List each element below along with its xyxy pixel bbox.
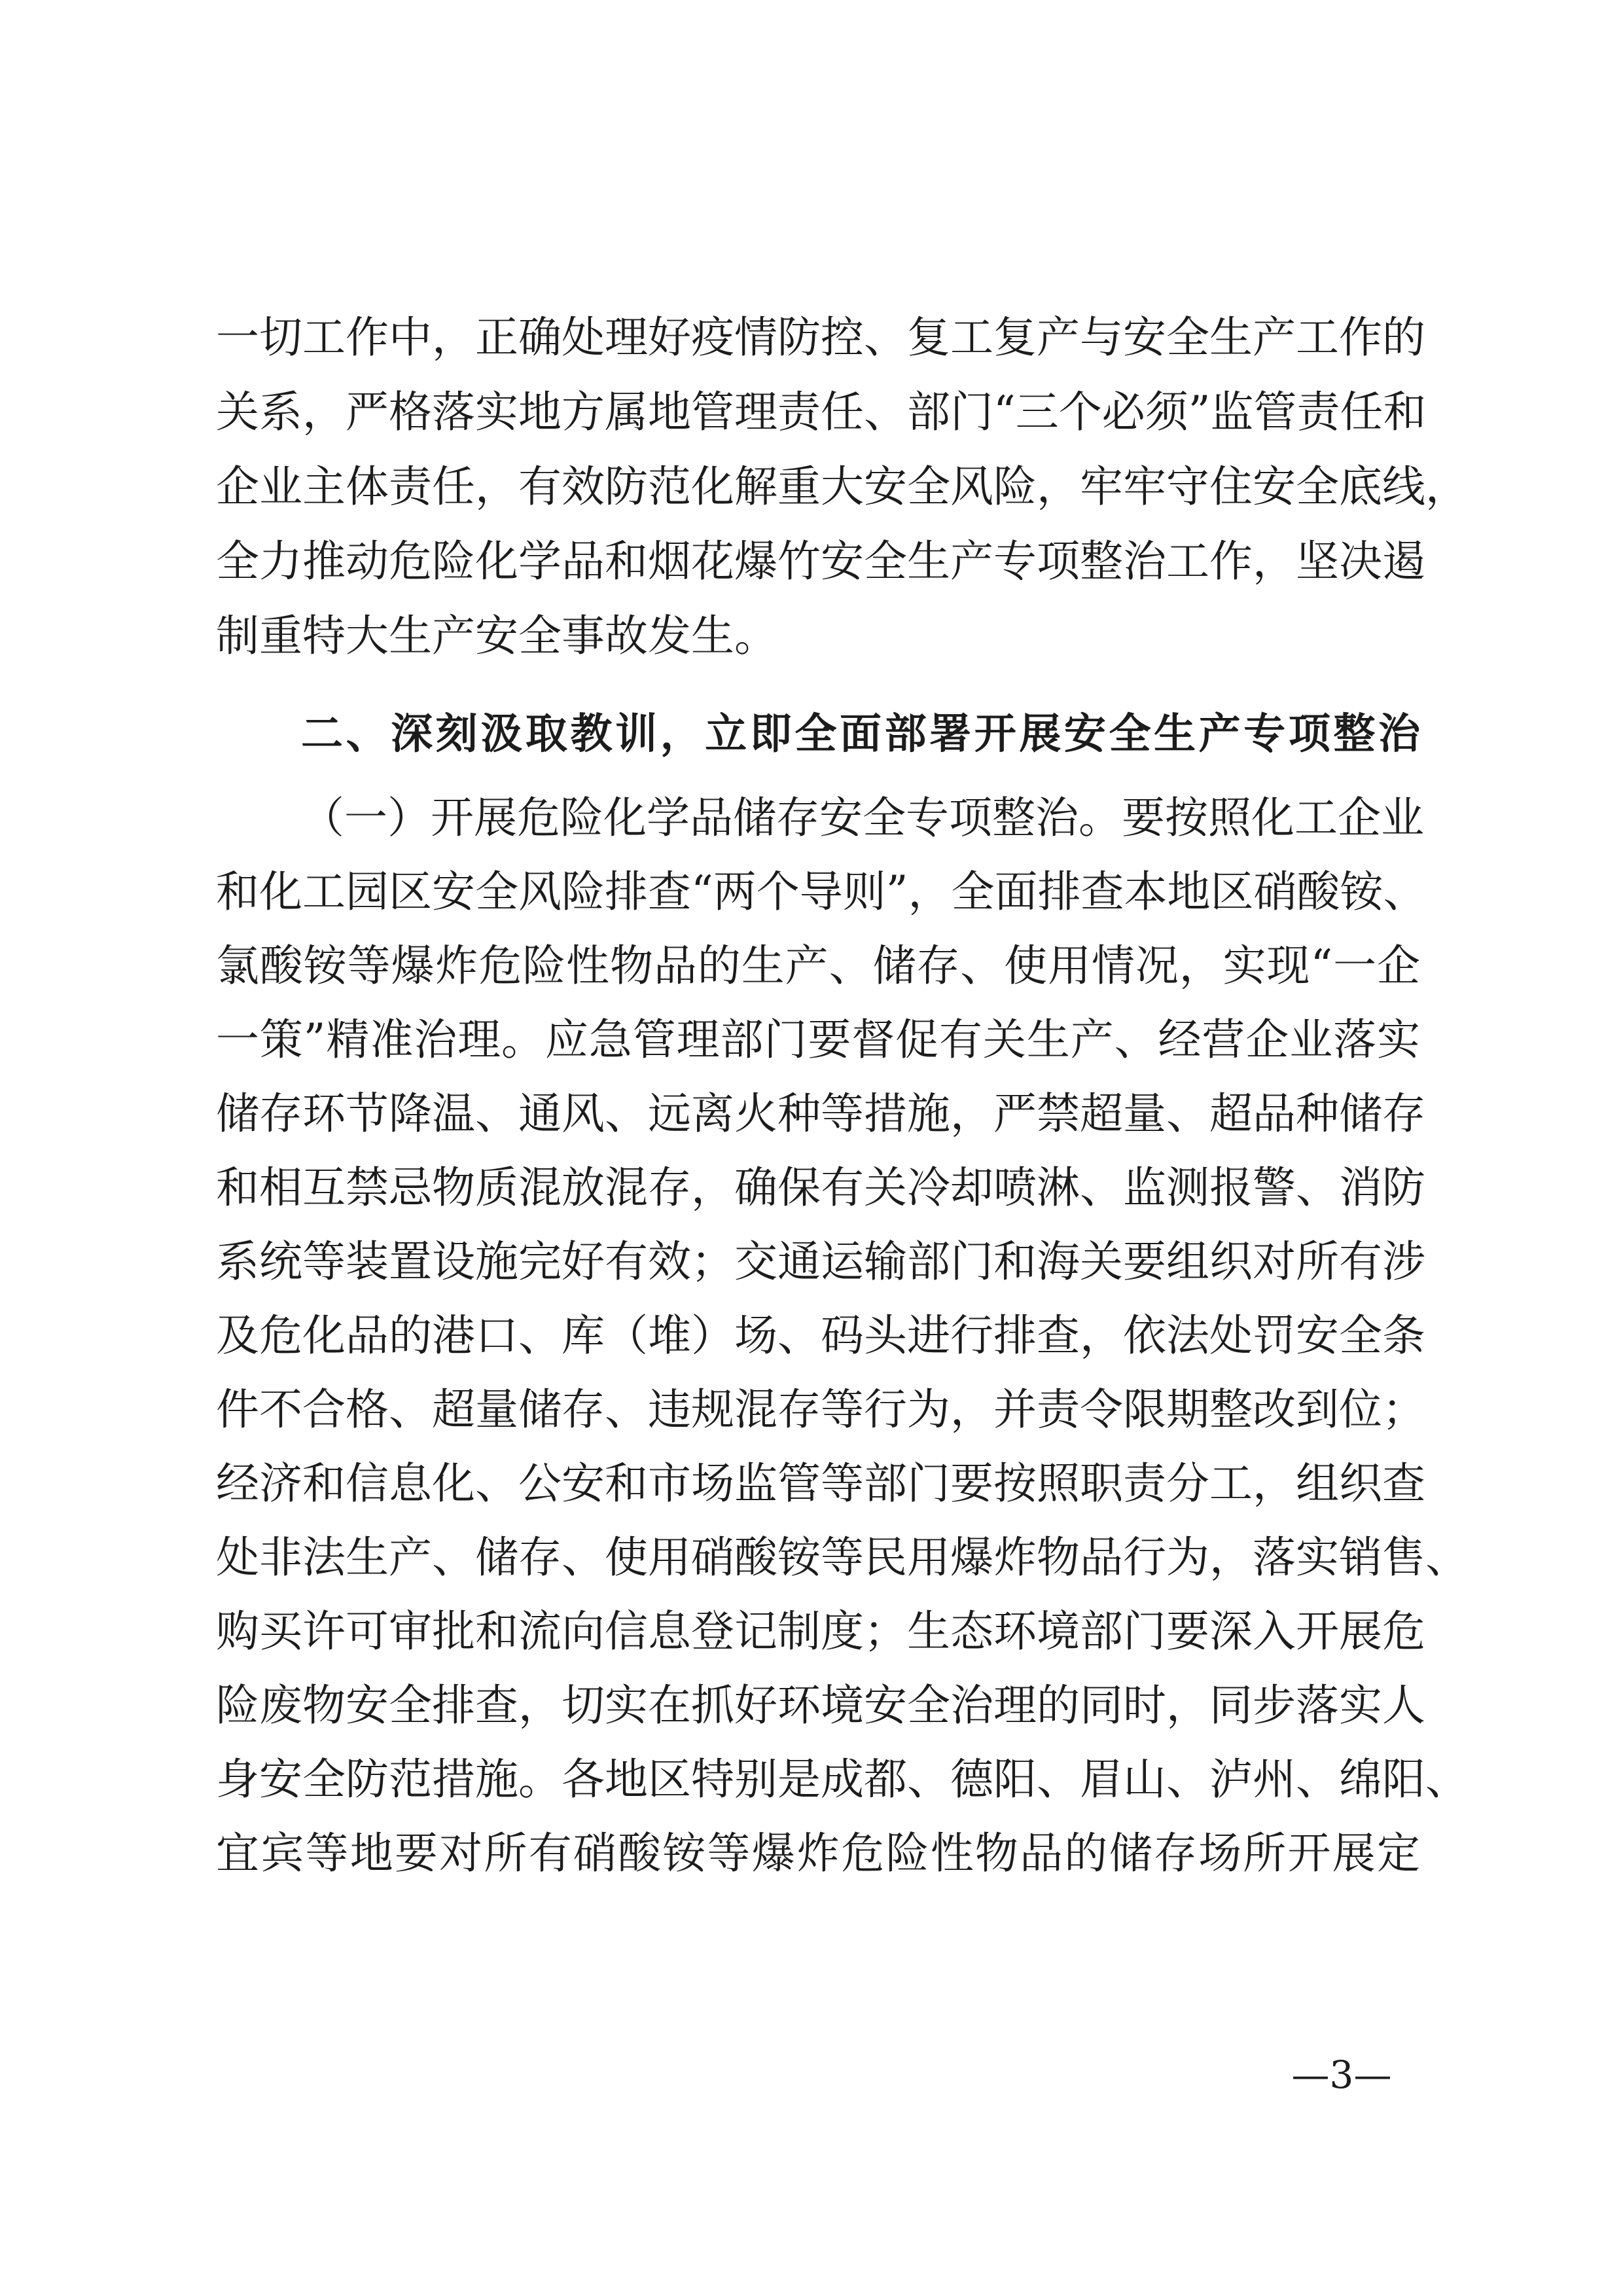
paragraph-line: 企业主体责任，有效防范化解重大安全风险，牢牢守住安全底线， [216, 461, 1469, 512]
paragraph-line: 一策”精准治理。应急管理部门要督促有关生产、经营企业落实 [216, 1014, 1420, 1065]
paragraph-line: 处非法生产、储存、使用硝酸铵等民用爆炸物品行为，落实销售、 [216, 1532, 1469, 1583]
paragraph-line: 宜宾等地要对所有硝酸铵等爆炸危险性物品的储存场所开展定 [216, 1828, 1420, 1878]
paragraph-line: 和相互禁忌物质混放混存，确保有关冷却喷淋、监测报警、消防 [216, 1162, 1425, 1213]
paragraph-line: 和化工园区安全风险排查“两个导则”，全面排查本地区硝酸铵、 [216, 867, 1427, 917]
paragraph-line: （一）开展危险化学品储存安全专项整治。要按照化工企业 [301, 793, 1424, 843]
paragraph-line: 购买许可审批和流向信息登记制度；生态环境部门要深入开展危 [216, 1606, 1425, 1657]
paragraph-line: 关系，严格落实地方属地管理责任、部门“三个必须”监管责任和 [216, 387, 1427, 437]
paragraph-line: 件不合格、超量储存、违规混存等行为，并责令限期整改到位； [216, 1384, 1425, 1435]
paragraph-line: 一切工作中，正确处理好疫情防控、复工复产与安全生产工作的 [216, 312, 1425, 363]
paragraph-line: 经济和信息化、公安和市场监管等部门要按照职责分工，组织查 [216, 1458, 1425, 1509]
paragraph-line: 及危化品的港口、库（堆）场、码头进行排查，依法处罚安全条 [216, 1310, 1425, 1361]
paragraph-line: 系统等装置设施完好有效；交通运输部门和海关要组织对所有涉 [216, 1236, 1425, 1287]
paragraph-line: 制重特大生产安全事故发生。 [216, 611, 777, 661]
page-number: —3— [1291, 2053, 1392, 2097]
paragraph-line: 险废物安全排查，切实在抓好环境安全治理的同时，同步落实人 [216, 1680, 1425, 1731]
paragraph-line: 储存环节降温、通风、远离火种等措施，严禁超量、超品种储存 [216, 1088, 1425, 1139]
paragraph-line: 身安全防范措施。各地区特别是成都、德阳、眉山、泸州、绵阳、 [216, 1754, 1469, 1804]
section-heading: 二、深刻汲取教训，立即全面部署开展安全生产专项整治 [301, 710, 1420, 759]
paragraph-line: 氯酸铵等爆炸危险性物品的生产、储存、使用情况，实现“一企 [216, 941, 1420, 991]
paragraph-line: 全力推动危险化学品和烟花爆竹安全生产专项整治工作，坚决遏 [216, 536, 1425, 586]
